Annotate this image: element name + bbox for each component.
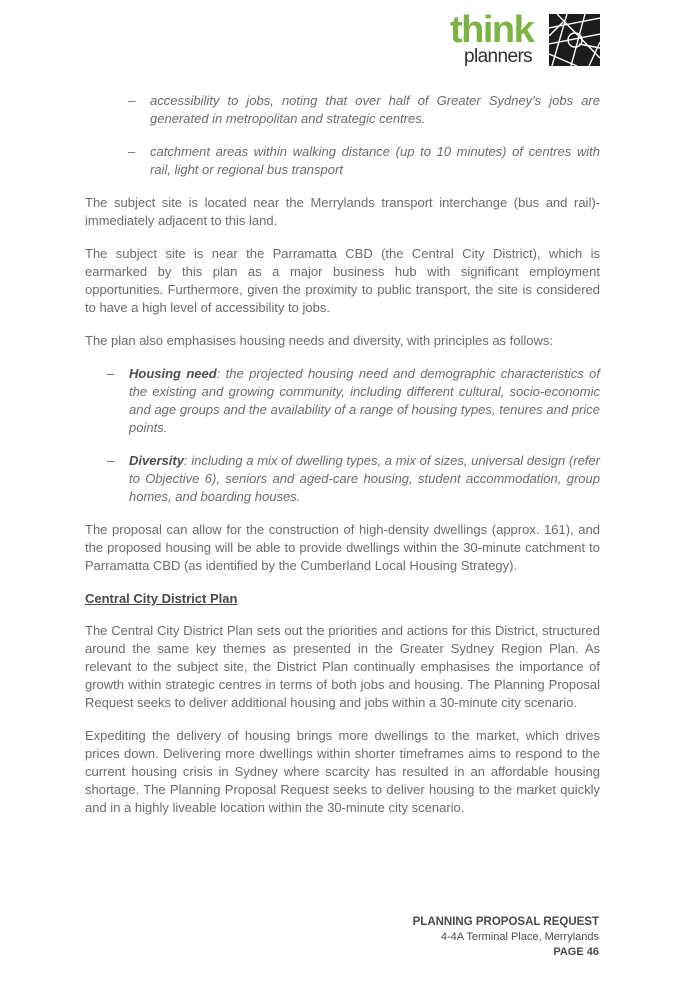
bullet-text: accessibility to jobs, noting that over half of Greater Sydney's jobs are generated in metropolitan and strategic centres. [150, 93, 600, 126]
principle-term: Diversity [129, 453, 184, 468]
list-item [85, 452, 600, 506]
page-footer [413, 915, 599, 960]
paragraph: The Central City District Plan sets out the priorities and actions for this District, structured around the same key themes as presented in the Greater Sydney Region Plan. As relevant to the subject site, the District Plan continually emphasises the importance of growth within strategic centres in terms of both jobs and housing. The Planning Proposal Request seeks to deliver additional housing and jobs within a 30-minute city scenario. [85, 623, 600, 710]
top-bullet-list [85, 92, 600, 179]
dash-marker: – [107, 366, 115, 381]
think-planners-logo [447, 9, 607, 70]
list-item [85, 92, 600, 128]
dash-marker: – [128, 144, 136, 159]
footer-title: PLANNING PROPOSAL REQUEST [412, 916, 599, 928]
page-number: PAGE 46 [553, 946, 599, 958]
paragraph: The subject site is near the Parramatta CBD (the Central City District), which is earmarked by this plan as a major business hub with significant employment opportunities. Furthermore, given the proximity to public transport, the site is considered to have a high level of accessibility to jobs. [85, 246, 600, 315]
footer-address: 4-4A Terminal Place, Merrylands [440, 931, 599, 943]
principle-text: : the projected housing need and demographic characteristics of the existing and growing community, including different cultural, socio-economic and age groups and the availability of a range of housing types, tenures and price points. [129, 366, 600, 435]
paragraph: Expediting the delivery of housing brings more dwellings to the market, which drives prices down. Delivering more dwellings within shorter timeframes aims to respond to the current housing crisis in Sydney where scarcity has resulted in an affordable housing shortage. The Planning Proposal Request seeks to deliver housing to the market quickly and in a highly liveable location within the 30-minute city scenario. [85, 728, 600, 815]
paragraph: The plan also emphasises housing needs and diversity, with principles as follows: [85, 333, 554, 348]
bullet-text: catchment areas within walking distance (up to 10 minutes) of centres with rail, light or regional bus transport [150, 144, 600, 177]
document-body [85, 92, 600, 832]
principles-list [85, 365, 600, 506]
principle-text: : including a mix of dwelling types, a mix of sizes, universal design (refer to Objective 6), seniors and aged-care housing, student accommodation, group homes, and boarding houses. [129, 453, 600, 504]
principle-term: Housing need [129, 366, 217, 381]
logo-planners-text: planners [464, 46, 533, 67]
paragraph: The subject site is located near the Merrylands transport interchange (bus and rail)- immediately adjacent to this land. [85, 195, 600, 228]
dash-marker: – [128, 93, 136, 108]
logo-think-text: think [450, 9, 534, 51]
list-item [85, 143, 600, 179]
section-heading: Central City District Plan [85, 591, 238, 606]
paragraph: The proposal can allow for the construction of high-density dwellings (approx. 161), and the proposed housing will be able to provide dwellings within the 30-minute catchment to Parramatta CBD (as identified by the Cumberland Local Housing Strategy). [85, 522, 600, 573]
dash-marker: – [107, 453, 115, 468]
list-item [85, 365, 600, 437]
street-map-icon [549, 14, 600, 66]
